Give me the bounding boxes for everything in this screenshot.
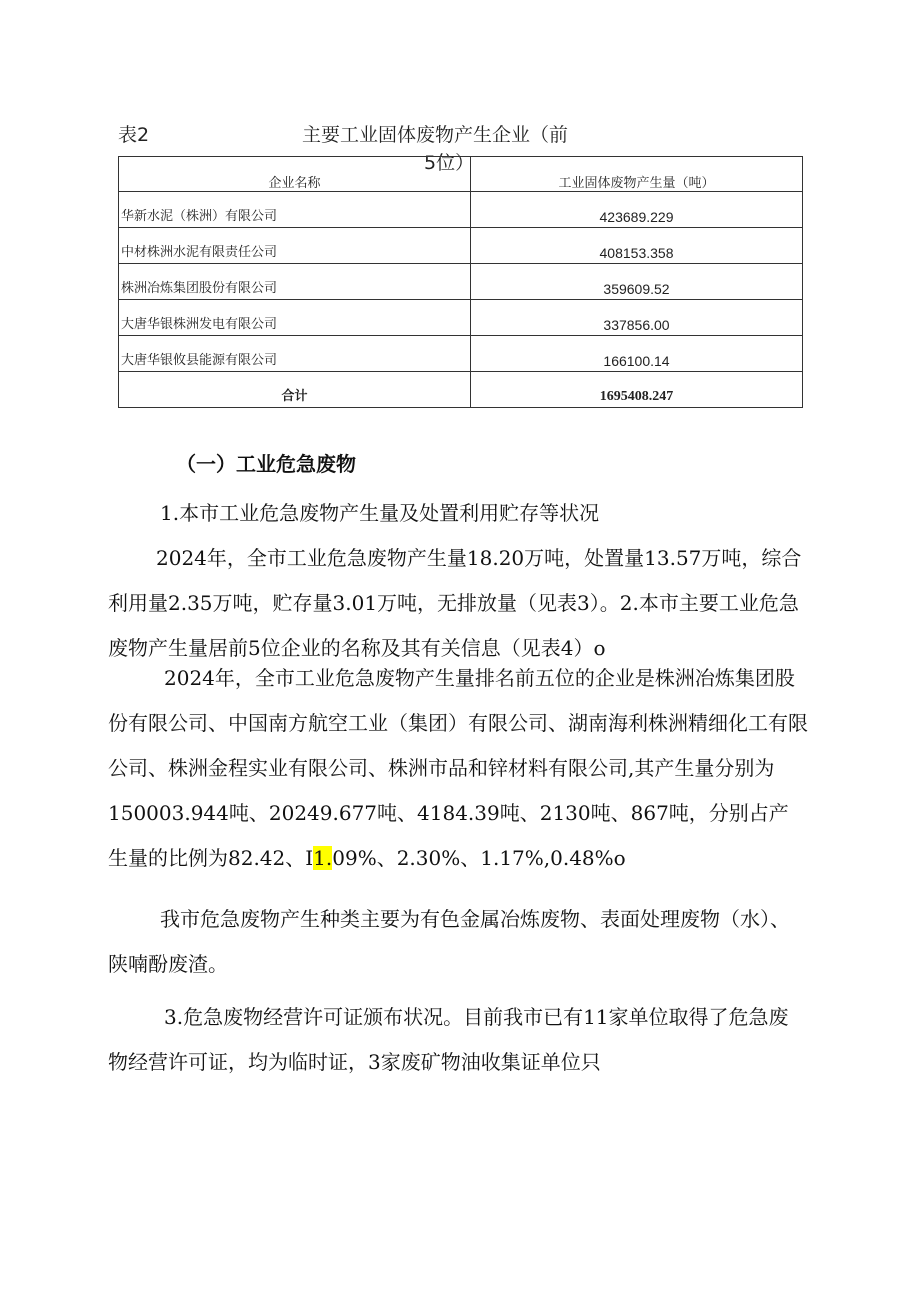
company-name-cell: 大唐华银攸县能源有限公司 (119, 336, 471, 372)
table-label: 表2 (118, 124, 150, 146)
company-name-cell: 中材株洲水泥有限责任公司 (119, 228, 471, 264)
table-title: 主要工业固体废物产生企业（前 (302, 124, 569, 146)
highlighted-text: 1. (313, 846, 333, 870)
company-name-cell: 大唐华银株洲发电有限公司 (119, 300, 471, 336)
table-row (119, 264, 803, 300)
table-title-continuation: 5位） (424, 152, 475, 174)
header-waste-amount: 工业固体废物产生量（吨） (471, 157, 803, 192)
header-company-name: 企业名称 (119, 157, 471, 192)
section-heading: （一）工业危急废物 (176, 452, 356, 476)
waste-amount-cell: 166100.14 (471, 336, 803, 372)
waste-amount-cell: 423689.229 (471, 192, 803, 228)
paragraph-license-status: 3.危急废物经营许可证颁布状况。目前我市已有11家单位取得了危急废物经营许可证，均为临时证，3家废矿物油收集证单位只 (108, 1005, 789, 1074)
waste-amount-cell: 337856.00 (471, 300, 803, 336)
total-value-cell: 1695408.247 (471, 372, 803, 408)
paragraph-production-summary: 2024年，全市工业危急废物产生量18.20万吨，处置量13.57万吨，综合利用量2.35万吨，贮存量3.01万吨，无排放量（见表3）。2.本市主要工业危急废物产生量居前5位企业的名称及其有关信息（见表4）o (108, 546, 802, 660)
table-row (119, 228, 803, 264)
paragraph-text: 2024年，全市工业危急废物产生量排名前五位的企业是株洲冶炼集团股份有限公司、中国南方航空工业（集团）有限公司、湖南海利株洲精细化工有限公司、株洲金程实业有限公司、株洲市品和锌材料有限公司,其产生量分别为150003.944吨、20249.677吨、4184.39吨、2130吨、867吨，分别占产生量的比例为82.42、I (108, 666, 808, 870)
table-header-row (119, 157, 803, 192)
table-row (119, 336, 803, 372)
table-row (119, 192, 803, 228)
waste-amount-cell: 359609.52 (471, 264, 803, 300)
paragraph-status-heading: 1.本市工业危急废物产生量及处置利用贮存等状况 (160, 501, 600, 525)
company-name-cell: 华新水泥（株洲）有限公司 (119, 192, 471, 228)
waste-amount-cell: 408153.358 (471, 228, 803, 264)
company-name-cell: 株洲冶炼集团股份有限公司 (119, 264, 471, 300)
table-row (119, 300, 803, 336)
solid-waste-table (118, 156, 803, 408)
paragraph-text: 09%、2.30%、1.17%,0.48%o (332, 846, 626, 870)
paragraph-waste-types: 我市危急废物产生种类主要为有色金属冶炼废物、表面处理废物（水）、陕喃酚废渣。 (108, 907, 790, 976)
table-total-row (119, 372, 803, 408)
total-label-cell: 合计 (119, 372, 471, 408)
paragraph-top-five-enterprises (108, 656, 808, 881)
